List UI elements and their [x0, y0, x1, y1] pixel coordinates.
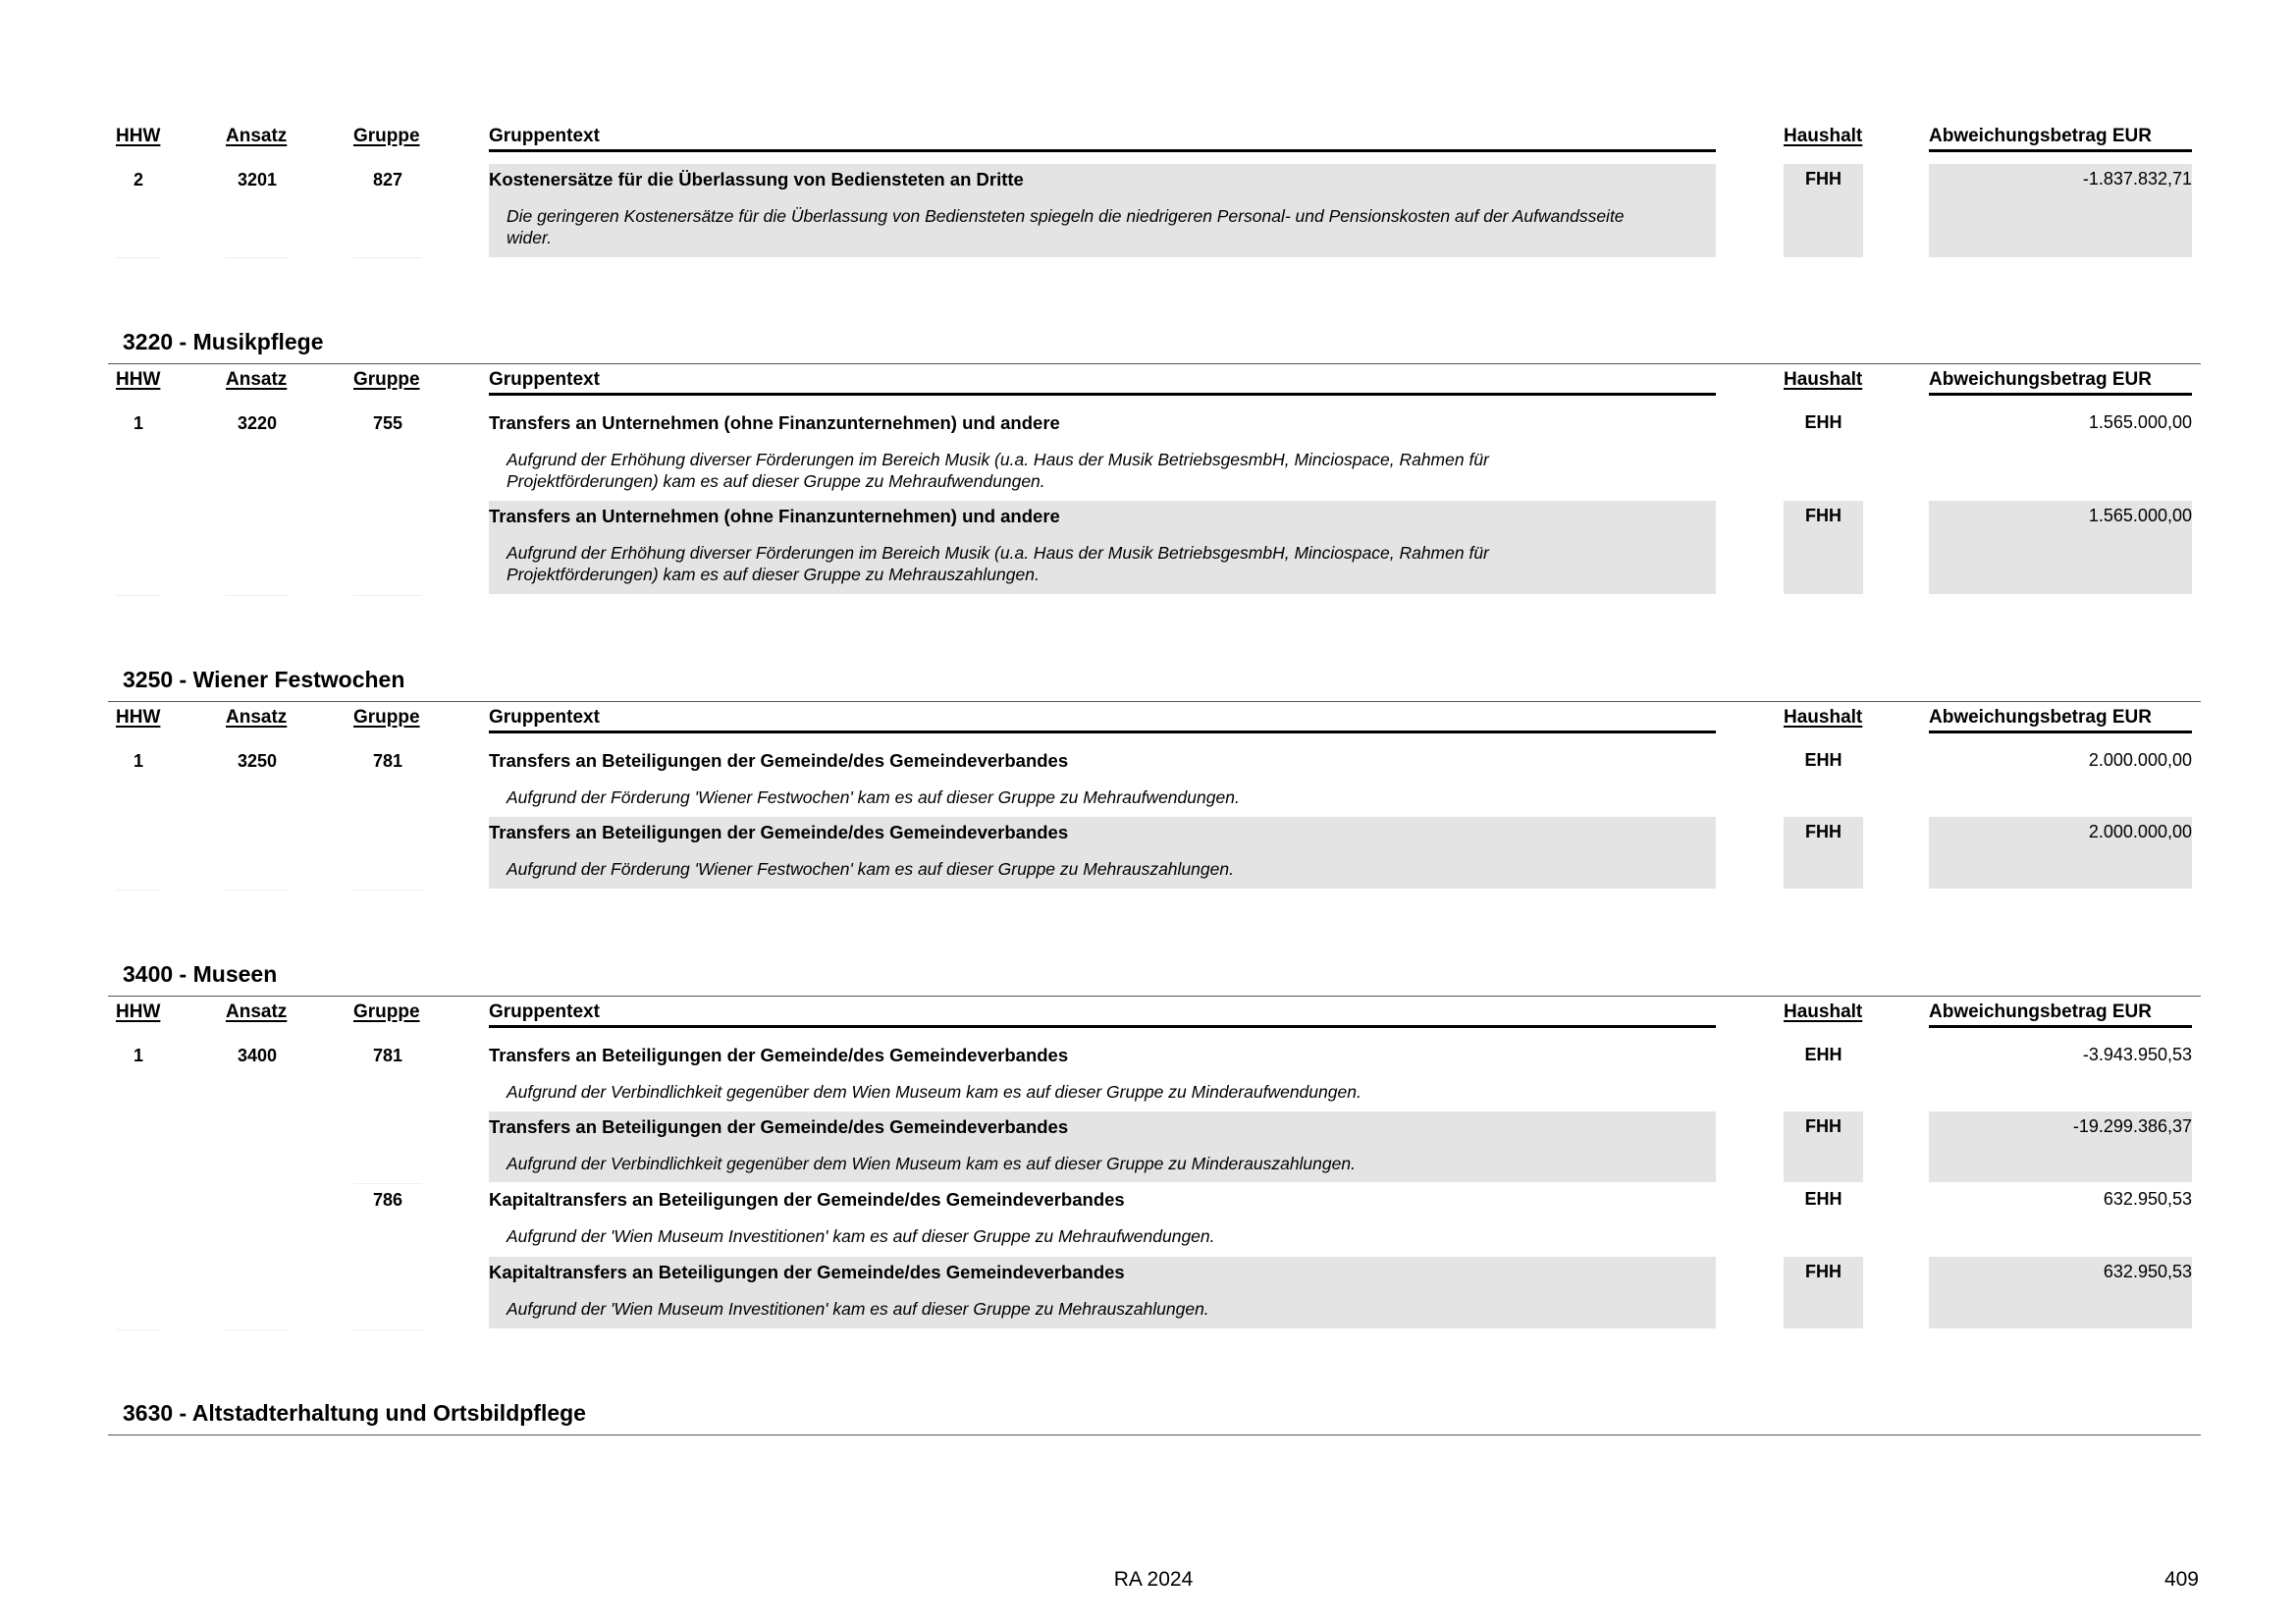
- column-header-abweichung: Abweichungsbetrag EUR: [1929, 707, 2192, 733]
- gruppentext-title: Kapitaltransfers an Beteiligungen der Gemeinde/des Gemeindeverbandes: [489, 1189, 1125, 1210]
- abweichung-value: 2.000.000,00: [2088, 822, 2192, 841]
- gruppe-value: 781: [372, 751, 403, 771]
- haushalt-value: EHH: [1804, 750, 1842, 770]
- table-row: [489, 1257, 1716, 1328]
- row-separator: [353, 890, 422, 891]
- column-header-abweichung: Abweichungsbetrag EUR: [1929, 1001, 2192, 1028]
- abweichung-value: 1.565.000,00: [2088, 412, 2192, 432]
- ansatz-value: 3201: [237, 170, 278, 189]
- gruppentext-title: Transfers an Unternehmen (ohne Finanzunternehmen) und andere: [489, 506, 1060, 526]
- abweichung-cell: [1929, 407, 2192, 498]
- section-title: 3220 - Musikpflege: [123, 329, 324, 354]
- row-separator: [116, 890, 161, 891]
- abweichung-cell: [1929, 1257, 2192, 1328]
- column-header-ansatz: Ansatz: [226, 707, 288, 728]
- section-divider: [108, 701, 2201, 702]
- ansatz-value: 3250: [237, 751, 278, 771]
- column-header-ansatz: Ansatz: [226, 369, 288, 390]
- column-header-abweichung: Abweichungsbetrag EUR: [1929, 126, 2192, 152]
- abweichung-cell: [1929, 817, 2192, 889]
- gruppentext-title: Transfers an Beteiligungen der Gemeinde/des Gemeindeverbandes: [489, 1116, 1069, 1137]
- column-header-hhw: HHW: [116, 707, 161, 728]
- table-row: [489, 1040, 1716, 1109]
- table-row: [489, 1184, 1716, 1254]
- section-title: 3250 - Wiener Festwochen: [123, 667, 405, 692]
- haushalt-cell: [1784, 745, 1863, 814]
- abweichung-value: 632.950,53: [2103, 1189, 2192, 1209]
- abweichung-value: 1.565.000,00: [2088, 506, 2192, 525]
- haushalt-value: EHH: [1804, 1045, 1842, 1064]
- table-row: [489, 745, 1716, 814]
- haushalt-value: FHH: [1805, 1262, 1842, 1281]
- section-divider: [108, 363, 2201, 364]
- row-separator: [116, 257, 161, 258]
- haushalt-cell: [1784, 501, 1863, 594]
- haushalt-cell: [1784, 817, 1863, 889]
- table-row: [489, 164, 1716, 257]
- row-separator: [116, 595, 161, 596]
- gruppe-value: 755: [372, 413, 403, 433]
- section-title: 3630 - Altstadterhaltung und Ortsbildpflege: [123, 1400, 586, 1426]
- abweichung-cell: [1929, 1111, 2192, 1182]
- haushalt-cell: [1784, 1184, 1863, 1254]
- table-row: [489, 1111, 1716, 1182]
- column-header-gruppe: Gruppe: [353, 1001, 420, 1022]
- table-row: [489, 501, 1716, 594]
- hhw-value: 1: [133, 413, 143, 433]
- column-header-gruppe: Gruppe: [353, 707, 420, 728]
- row-separator: [353, 595, 422, 596]
- footer-document-label: RA 2024: [1113, 1568, 1194, 1591]
- column-header-gruppentext: Gruppentext: [489, 369, 1716, 396]
- haushalt-value: FHH: [1805, 506, 1842, 525]
- row-separator: [353, 1183, 422, 1184]
- row-separator: [353, 1329, 422, 1330]
- gruppentext-title: Transfers an Beteiligungen der Gemeinde/des Gemeindeverbandes: [489, 822, 1069, 842]
- section-divider: [108, 996, 2201, 997]
- ansatz-value: 3220: [237, 413, 278, 433]
- gruppentext-description: Aufgrund der Förderung 'Wiener Festwochen' kam es auf dieser Gruppe zu Mehrauszahlungen.: [507, 859, 1234, 879]
- table-row: [489, 407, 1716, 498]
- abweichung-cell: [1929, 745, 2192, 814]
- column-header-gruppentext: Gruppentext: [489, 126, 1716, 152]
- row-separator: [116, 1329, 161, 1330]
- row-separator: [226, 595, 289, 596]
- gruppentext-description: Aufgrund der Förderung 'Wiener Festwochen' kam es auf dieser Gruppe zu Mehraufwendungen.: [507, 787, 1240, 807]
- haushalt-value: FHH: [1805, 1116, 1842, 1136]
- gruppe-value: 827: [372, 170, 403, 189]
- column-header-gruppentext: Gruppentext: [489, 1001, 1716, 1028]
- column-header-hhw: HHW: [116, 369, 161, 390]
- gruppentext-title: Kostenersätze für die Überlassung von Bediensteten an Dritte: [489, 169, 1024, 189]
- abweichung-cell: [1929, 1184, 2192, 1254]
- column-header-ansatz: Ansatz: [226, 126, 288, 146]
- gruppentext-description: Aufgrund der 'Wien Museum Investitionen' kam es auf dieser Gruppe zu Mehraufwendungen.: [507, 1226, 1215, 1246]
- abweichung-cell: [1929, 501, 2192, 594]
- table-row: [489, 817, 1716, 889]
- haushalt-cell: [1784, 164, 1863, 257]
- column-header-ansatz: Ansatz: [226, 1001, 288, 1022]
- column-header-haushalt: Haushalt: [1784, 1001, 1863, 1022]
- haushalt-cell: [1784, 1040, 1863, 1109]
- row-separator: [353, 257, 422, 258]
- column-header-hhw: HHW: [116, 1001, 161, 1022]
- hhw-value: 1: [133, 1046, 143, 1065]
- row-separator: [226, 1329, 289, 1330]
- hhw-value: 2: [133, 170, 143, 189]
- row-separator: [226, 890, 289, 891]
- gruppentext-description: Aufgrund der Erhöhung diverser Förderungen im Bereich Musik (u.a. Haus der Musik BetriebsgesmbH, Minciospace, Rahmen für Projektförderungen) kam es auf dieser Gruppe zu Mehrauszahlungen.: [507, 543, 1489, 584]
- gruppentext-description: Aufgrund der Verbindlichkeit gegenüber dem Wien Museum kam es auf dieser Gruppe zu Minderaufwendungen.: [507, 1082, 1362, 1102]
- column-header-gruppe: Gruppe: [353, 126, 420, 146]
- footer-page-number: 409: [2163, 1568, 2199, 1591]
- abweichung-value: -3.943.950,53: [2082, 1045, 2192, 1064]
- gruppentext-description: Aufgrund der Erhöhung diverser Förderungen im Bereich Musik (u.a. Haus der Musik BetriebsgesmbH, Minciospace, Rahmen für Projektförderungen) kam es auf dieser Gruppe zu Mehraufwendungen.: [507, 450, 1489, 491]
- column-header-haushalt: Haushalt: [1784, 126, 1863, 146]
- column-header-gruppe: Gruppe: [353, 369, 420, 390]
- gruppentext-description: Aufgrund der 'Wien Museum Investitionen' kam es auf dieser Gruppe zu Mehrauszahlungen.: [507, 1299, 1209, 1319]
- column-header-haushalt: Haushalt: [1784, 707, 1863, 728]
- abweichung-value: -1.837.832,71: [2082, 169, 2192, 189]
- column-header-abweichung: Abweichungsbetrag EUR: [1929, 369, 2192, 396]
- haushalt-cell: [1784, 1111, 1863, 1182]
- haushalt-cell: [1784, 407, 1863, 498]
- gruppentext-title: Transfers an Beteiligungen der Gemeinde/des Gemeindeverbandes: [489, 1045, 1069, 1065]
- abweichung-value: 632.950,53: [2103, 1262, 2192, 1281]
- gruppe-value: 781: [372, 1046, 403, 1065]
- gruppentext-title: Kapitaltransfers an Beteiligungen der Gemeinde/des Gemeindeverbandes: [489, 1262, 1125, 1282]
- abweichung-value: -19.299.386,37: [2072, 1116, 2192, 1136]
- section-title: 3400 - Museen: [123, 961, 278, 987]
- column-header-gruppentext: Gruppentext: [489, 707, 1716, 733]
- haushalt-value: EHH: [1804, 1189, 1842, 1209]
- gruppe-value: 786: [372, 1190, 403, 1210]
- abweichung-value: 2.000.000,00: [2088, 750, 2192, 770]
- gruppentext-title: Transfers an Beteiligungen der Gemeinde/des Gemeindeverbandes: [489, 750, 1069, 771]
- gruppentext-description: Die geringeren Kostenersätze für die Überlassung von Bediensteten spiegeln die niedrigeren Personal- und Pensionskosten auf der Aufwandsseite wider.: [507, 206, 1625, 247]
- column-header-haushalt: Haushalt: [1784, 369, 1863, 390]
- haushalt-cell: [1784, 1257, 1863, 1328]
- row-separator: [226, 257, 289, 258]
- abweichung-cell: [1929, 1040, 2192, 1109]
- haushalt-value: FHH: [1805, 169, 1842, 189]
- hhw-value: 1: [133, 751, 143, 771]
- column-header-hhw: HHW: [116, 126, 161, 146]
- haushalt-value: FHH: [1805, 822, 1842, 841]
- ansatz-value: 3400: [237, 1046, 278, 1065]
- haushalt-value: EHH: [1804, 412, 1842, 432]
- gruppentext-description: Aufgrund der Verbindlichkeit gegenüber dem Wien Museum kam es auf dieser Gruppe zu Minderauszahlungen.: [507, 1154, 1356, 1173]
- abweichung-cell: [1929, 164, 2192, 257]
- gruppentext-title: Transfers an Unternehmen (ohne Finanzunternehmen) und andere: [489, 412, 1060, 433]
